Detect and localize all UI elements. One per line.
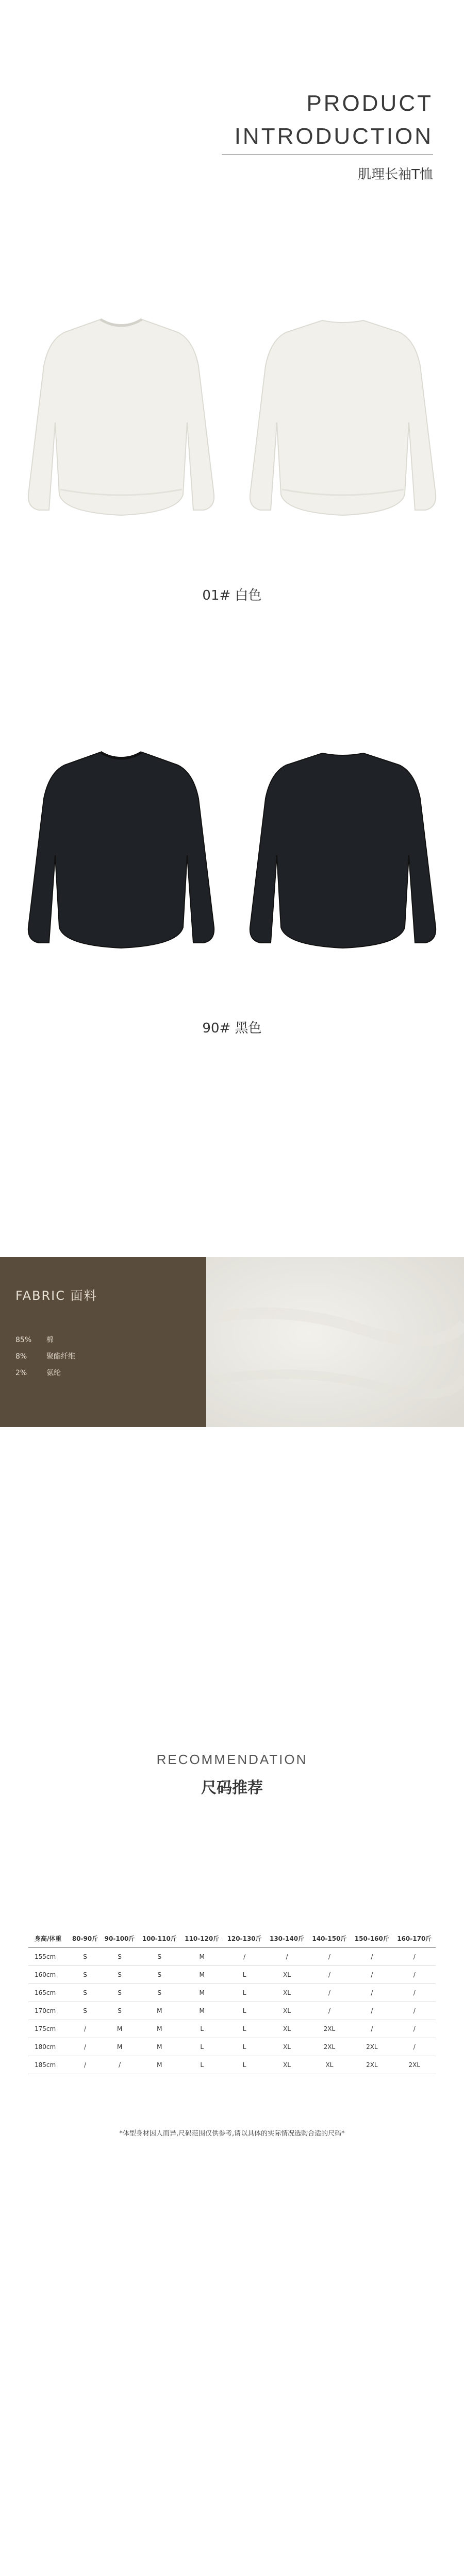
table-cell: M bbox=[181, 1966, 223, 1984]
table-cell: S bbox=[69, 1984, 101, 2002]
table-cell: 2XL bbox=[351, 2056, 393, 2074]
table-cell: M bbox=[138, 2002, 180, 2020]
header-cell: 身高/体重 bbox=[28, 1929, 69, 1947]
table-cell: XL bbox=[266, 1966, 308, 1984]
table-cell: / bbox=[393, 1947, 436, 1966]
table-row bbox=[28, 1984, 436, 2002]
table-cell: S bbox=[69, 2002, 101, 2020]
black-color-label: 90# 黑色 bbox=[202, 1021, 262, 1036]
fabric-pct: 8% bbox=[15, 1352, 27, 1361]
fabric-item-spandex bbox=[15, 1367, 61, 1378]
table-cell: 185cm bbox=[28, 2056, 69, 2074]
table-row bbox=[28, 1966, 436, 1984]
table-cell: L bbox=[223, 2056, 266, 2074]
table-cell: / bbox=[69, 2020, 101, 2038]
header-cell: 140-150斤 bbox=[308, 1929, 351, 1947]
table-cell: / bbox=[351, 1966, 393, 1984]
table-cell: / bbox=[351, 1947, 393, 1966]
fabric-name: 棉 bbox=[46, 1336, 54, 1344]
fabric-item-polyester bbox=[15, 1351, 75, 1361]
table-cell: XL bbox=[266, 2056, 308, 2074]
table-cell: L bbox=[223, 2020, 266, 2038]
table-row bbox=[28, 1947, 436, 1966]
size-table-note: *体型身材因人而异,尺码范围仅供参考,请以具体的实际情况选购合适的尺码* bbox=[119, 2130, 345, 2138]
table-cell: M bbox=[138, 2020, 180, 2038]
table-cell: / bbox=[351, 1984, 393, 2002]
fabric-item-cotton bbox=[15, 1334, 54, 1345]
header-cell: 120-130斤 bbox=[223, 1929, 266, 1947]
table-cell: XL bbox=[308, 2056, 351, 2074]
fabric-texture-image bbox=[206, 1257, 464, 1427]
table-cell: / bbox=[308, 1947, 351, 1966]
table-cell: M bbox=[181, 1947, 223, 1966]
table-cell: S bbox=[69, 1947, 101, 1966]
header-cell: 160-170斤 bbox=[393, 1929, 436, 1947]
table-cell: 175cm bbox=[28, 2020, 69, 2038]
table-cell: / bbox=[223, 1947, 266, 1966]
white-color-label: 01# 白色 bbox=[202, 588, 262, 603]
table-cell: L bbox=[181, 2038, 223, 2056]
table-cell: M bbox=[138, 2056, 180, 2074]
header-cell: 100-110斤 bbox=[138, 1929, 180, 1947]
table-cell: L bbox=[223, 2038, 266, 2056]
white-sweater-front-image bbox=[23, 309, 219, 526]
fabric-pct: 85% bbox=[15, 1336, 32, 1344]
table-cell: 180cm bbox=[28, 2038, 69, 2056]
table-cell: S bbox=[138, 1984, 180, 2002]
table-cell: M bbox=[138, 2038, 180, 2056]
fabric-pct: 2% bbox=[15, 1369, 27, 1377]
black-sweater-front-image bbox=[23, 742, 219, 958]
header-cell: 90-100斤 bbox=[101, 1929, 138, 1947]
table-cell: / bbox=[69, 2056, 101, 2074]
table-cell: 160cm bbox=[28, 1966, 69, 1984]
table-cell: M bbox=[101, 2038, 138, 2056]
table-cell: 155cm bbox=[28, 1947, 69, 1966]
table-cell: L bbox=[181, 2056, 223, 2074]
table-row bbox=[28, 2020, 436, 2038]
table-cell: S bbox=[101, 1947, 138, 1966]
table-cell: S bbox=[138, 1966, 180, 1984]
table-cell: 165cm bbox=[28, 1984, 69, 2002]
table-cell: 170cm bbox=[28, 2002, 69, 2020]
table-cell: / bbox=[351, 2020, 393, 2038]
table-cell: S bbox=[101, 2002, 138, 2020]
table-cell: M bbox=[181, 2002, 223, 2020]
header-cell: 110-120斤 bbox=[181, 1929, 223, 1947]
header-cell: 150-160斤 bbox=[351, 1929, 393, 1947]
table-cell: / bbox=[393, 1966, 436, 1984]
table-cell: XL bbox=[266, 2038, 308, 2056]
table-cell: 2XL bbox=[308, 2038, 351, 2056]
table-cell: / bbox=[351, 2002, 393, 2020]
table-cell: L bbox=[223, 2002, 266, 2020]
black-sweater-back-image bbox=[245, 742, 441, 958]
table-cell: XL bbox=[266, 2020, 308, 2038]
table-cell: / bbox=[393, 2002, 436, 2020]
table-cell: / bbox=[308, 2002, 351, 2020]
recommendation-heading-zh: 尺码推荐 bbox=[201, 1779, 263, 1797]
fabric-title: FABRIC 面料 bbox=[15, 1289, 97, 1303]
table-cell: S bbox=[101, 1966, 138, 1984]
table-cell: / bbox=[101, 2056, 138, 2074]
header-cell: 80-90斤 bbox=[69, 1929, 101, 1947]
table-cell: XL bbox=[266, 1984, 308, 2002]
product-title-line1: PRODUCT bbox=[306, 91, 433, 116]
size-table bbox=[28, 1929, 436, 2074]
table-row bbox=[28, 2038, 436, 2056]
product-subtitle: 肌理长袖T恤 bbox=[358, 167, 433, 182]
table-cell: 2XL bbox=[308, 2020, 351, 2038]
table-row bbox=[28, 2002, 436, 2020]
table-cell: 2XL bbox=[351, 2038, 393, 2056]
table-cell: / bbox=[393, 1984, 436, 2002]
table-cell: 2XL bbox=[393, 2056, 436, 2074]
table-cell: / bbox=[393, 2020, 436, 2038]
recommendation-heading-en: RECOMMENDATION bbox=[156, 1752, 308, 1767]
table-cell: L bbox=[181, 2020, 223, 2038]
fabric-name: 聚酯纤维 bbox=[46, 1352, 75, 1361]
size-table-header bbox=[28, 1929, 436, 1947]
table-cell: / bbox=[266, 1947, 308, 1966]
table-cell: / bbox=[308, 1984, 351, 2002]
table-cell: XL bbox=[266, 2002, 308, 2020]
table-cell: M bbox=[101, 2020, 138, 2038]
white-sweater-back-image bbox=[245, 309, 441, 526]
fabric-name: 氨纶 bbox=[46, 1369, 61, 1377]
table-cell: M bbox=[181, 1984, 223, 2002]
table-cell: S bbox=[138, 1947, 180, 1966]
table-cell: L bbox=[223, 1984, 266, 2002]
product-title-line2: INTRODUCTION bbox=[234, 124, 433, 149]
table-cell: / bbox=[393, 2038, 436, 2056]
table-cell: / bbox=[69, 2038, 101, 2056]
table-cell: / bbox=[308, 1966, 351, 1984]
fabric-panel bbox=[0, 1257, 206, 1427]
header-cell: 130-140斤 bbox=[266, 1929, 308, 1947]
table-row bbox=[28, 2056, 436, 2074]
table-cell: S bbox=[69, 1966, 101, 1984]
table-cell: L bbox=[223, 1966, 266, 1984]
table-cell: S bbox=[101, 1984, 138, 2002]
